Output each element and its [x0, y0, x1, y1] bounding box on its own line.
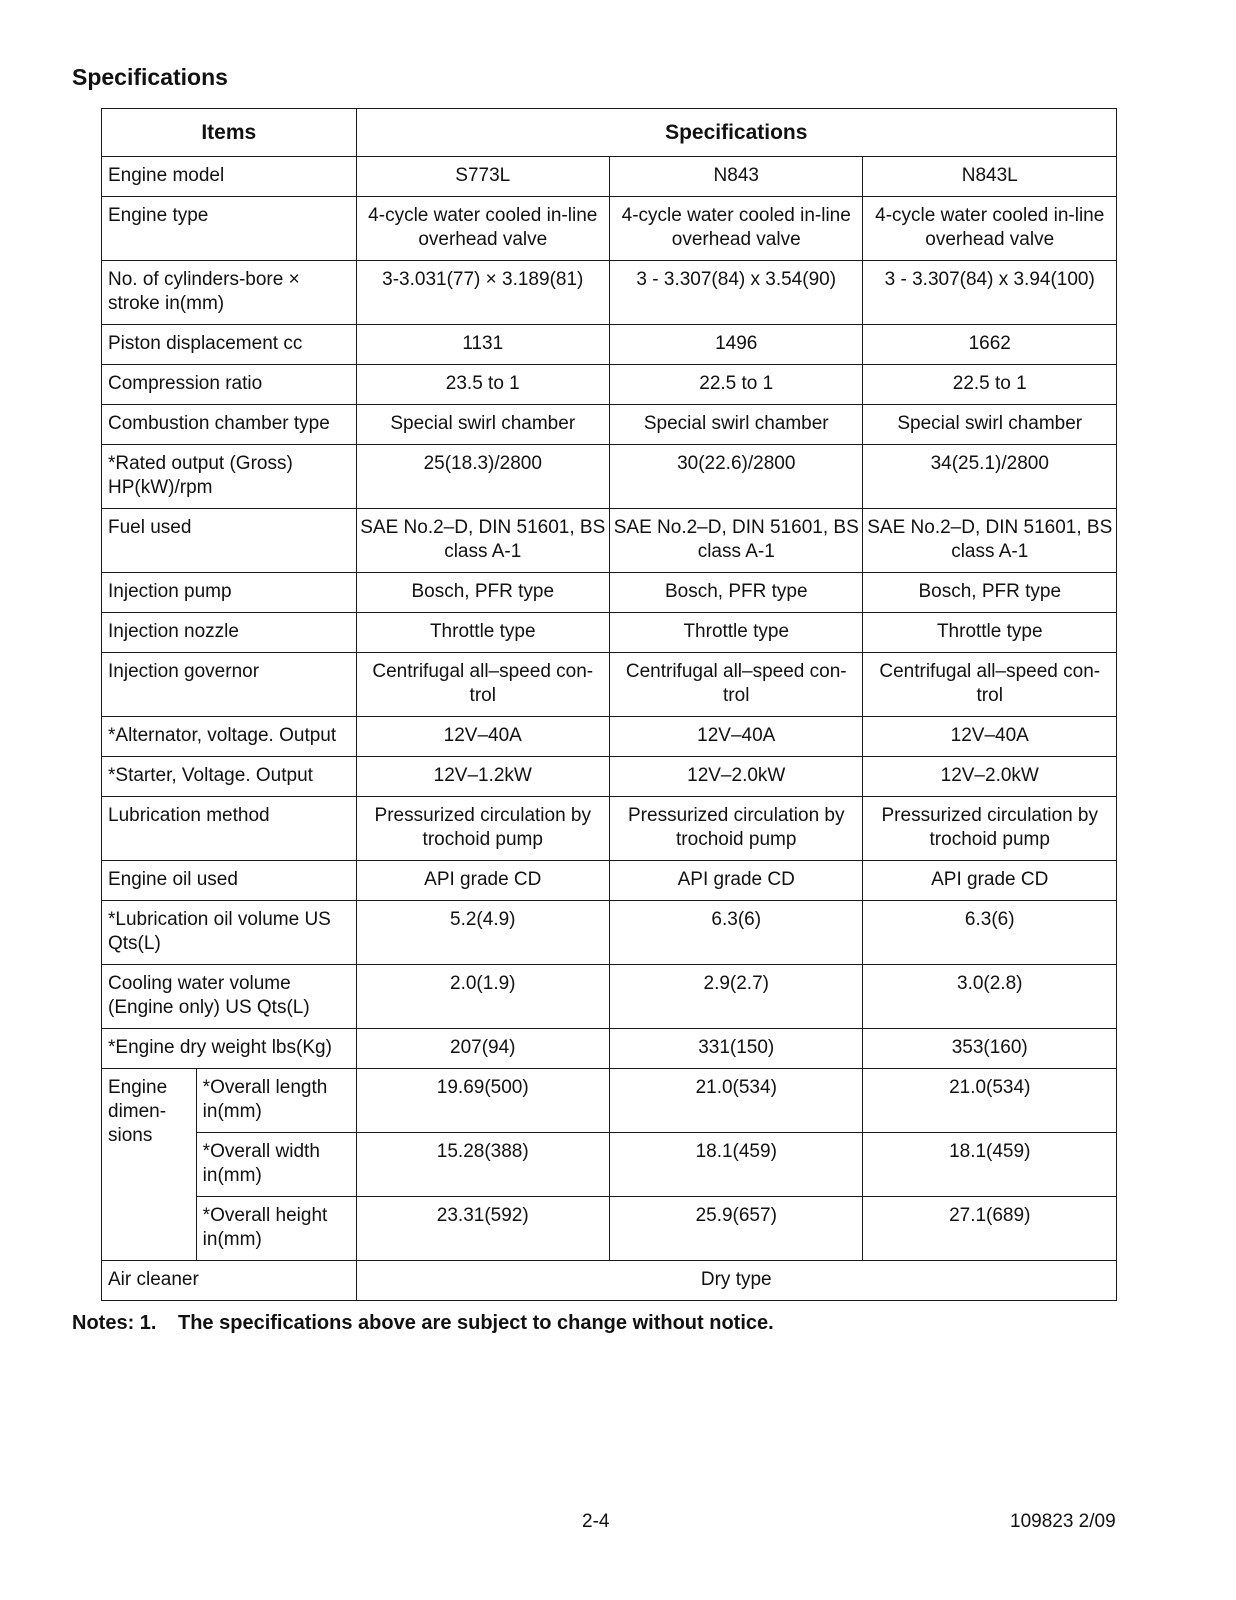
value-s773l: 5.2(4.9) [356, 901, 609, 965]
value-n843: 18.1(459) [610, 1133, 863, 1197]
value-s773l: Throttle type [356, 613, 609, 653]
row-label: *Overall width in(mm) [196, 1133, 356, 1197]
row-label: *Alternator, voltage. Output [102, 717, 357, 757]
value-s773l: Centrifugal all–speed con-trol [356, 653, 609, 717]
value-n843l: 21.0(534) [863, 1069, 1117, 1133]
value-n843l: 12V–40A [863, 717, 1117, 757]
value-n843l: N843L [863, 157, 1117, 197]
row-label: *Starter, Voltage. Output [102, 757, 357, 797]
value-s773l: 23.5 to 1 [356, 365, 609, 405]
table-row [102, 197, 1117, 261]
value-s773l: 25(18.3)/2800 [356, 445, 609, 509]
table-row [102, 613, 1117, 653]
value-n843: 3 - 3.307(84) x 3.54(90) [610, 261, 863, 325]
table-body [102, 157, 1117, 1301]
value-n843: Pressurized circulation by trochoid pump [610, 797, 863, 861]
value-n843l: 12V–2.0kW [863, 757, 1117, 797]
value-n843: 22.5 to 1 [610, 365, 863, 405]
table-row [102, 797, 1117, 861]
value-s773l: API grade CD [356, 861, 609, 901]
table-row [102, 157, 1117, 197]
value-n843: 2.9(2.7) [610, 965, 863, 1029]
notes [72, 1312, 774, 1335]
table-row [102, 261, 1117, 325]
value-s773l: Bosch, PFR type [356, 573, 609, 613]
value-n843: 30(22.6)/2800 [610, 445, 863, 509]
value-n843: Bosch, PFR type [610, 573, 863, 613]
value-n843: 331(150) [610, 1029, 863, 1069]
value-n843l: Special swirl chamber [863, 405, 1117, 445]
table-row [102, 1197, 1117, 1261]
value-n843: Special swirl chamber [610, 405, 863, 445]
table-row [102, 717, 1117, 757]
value-n843: 6.3(6) [610, 901, 863, 965]
table-row [102, 757, 1117, 797]
value-n843l: 1662 [863, 325, 1117, 365]
value-n843: Throttle type [610, 613, 863, 653]
value-n843l: 27.1(689) [863, 1197, 1117, 1261]
row-label: Engine model [102, 157, 357, 197]
value-s773l: 12V–40A [356, 717, 609, 757]
row-label: Engine oil used [102, 861, 357, 901]
notes-text: The specifications above are subject to change without notice. [178, 1312, 774, 1334]
value-s773l: 207(94) [356, 1029, 609, 1069]
value-n843l: 3.0(2.8) [863, 965, 1117, 1029]
row-label: *Overall length in(mm) [196, 1069, 356, 1133]
row-label: Lubrication method [102, 797, 357, 861]
table-row [102, 573, 1117, 613]
value-n843l: API grade CD [863, 861, 1117, 901]
row-label: No. of cylinders-bore × stroke in(mm) [102, 261, 357, 325]
specifications-table [101, 108, 1117, 1301]
value-s773l: 15.28(388) [356, 1133, 609, 1197]
value-n843: 25.9(657) [610, 1197, 863, 1261]
value-s773l: Special swirl chamber [356, 405, 609, 445]
value-n843: API grade CD [610, 861, 863, 901]
table-row [102, 365, 1117, 405]
value-n843l: Bosch, PFR type [863, 573, 1117, 613]
table-row [102, 325, 1117, 365]
value-n843: 4-cycle water cooled in-line overhead valve [610, 197, 863, 261]
row-label: Piston displacement cc [102, 325, 357, 365]
value-n843: SAE No.2–D, DIN 51601, BS class A-1 [610, 509, 863, 573]
value-n843l: 3 - 3.307(84) x 3.94(100) [863, 261, 1117, 325]
table-row [102, 1029, 1117, 1069]
value-n843l: 6.3(6) [863, 901, 1117, 965]
table-row [102, 1133, 1117, 1197]
value-s773l: 12V–1.2kW [356, 757, 609, 797]
notes-prefix: Notes: 1. [72, 1312, 157, 1334]
row-label: Combustion chamber type [102, 405, 357, 445]
row-label: Fuel used [102, 509, 357, 573]
table-row [102, 445, 1117, 509]
value-s773l: Pressurized circulation by trochoid pump [356, 797, 609, 861]
value-s773l: 23.31(592) [356, 1197, 609, 1261]
table-header-row [102, 109, 1117, 157]
page-number: 2-4 [582, 1511, 610, 1532]
value-n843l: 353(160) [863, 1029, 1117, 1069]
value-s773l: 19.69(500) [356, 1069, 609, 1133]
row-label: Cooling water volume (Engine only) US Qts(L) [102, 965, 357, 1029]
value-n843l: Centrifugal all–speed con-trol [863, 653, 1117, 717]
value-n843l: SAE No.2–D, DIN 51601, BS class A-1 [863, 509, 1117, 573]
specifications-header: Specifications [356, 109, 1116, 157]
row-label: Engine type [102, 197, 357, 261]
value-n843l: 34(25.1)/2800 [863, 445, 1117, 509]
table-row [102, 653, 1117, 717]
row-label: Injection nozzle [102, 613, 357, 653]
table-row [102, 965, 1117, 1029]
row-label: *Engine dry weight lbs(Kg) [102, 1029, 357, 1069]
value-n843: 12V–40A [610, 717, 863, 757]
air-cleaner-value: Dry type [356, 1261, 1116, 1301]
value-s773l: 1131 [356, 325, 609, 365]
table-row [102, 509, 1117, 573]
value-n843: 12V–2.0kW [610, 757, 863, 797]
document-code: 109823 2/09 [1010, 1511, 1116, 1532]
value-n843: 1496 [610, 325, 863, 365]
value-s773l: SAE No.2–D, DIN 51601, BS class A-1 [356, 509, 609, 573]
row-label: *Overall height in(mm) [196, 1197, 356, 1261]
value-n843: Centrifugal all–speed con-trol [610, 653, 863, 717]
table-row [102, 1069, 1117, 1133]
value-n843l: 22.5 to 1 [863, 365, 1117, 405]
value-s773l: 3-3.031(77) × 3.189(81) [356, 261, 609, 325]
value-n843: N843 [610, 157, 863, 197]
table-row [102, 1261, 1117, 1301]
value-n843l: Throttle type [863, 613, 1117, 653]
engine-dimensions-group-label: Engine dimen-sions [102, 1069, 197, 1261]
value-n843l: 4-cycle water cooled in-line overhead valve [863, 197, 1117, 261]
value-s773l: S773L [356, 157, 609, 197]
value-s773l: 4-cycle water cooled in-line overhead valve [356, 197, 609, 261]
row-label: Injection pump [102, 573, 357, 613]
page-title: Specifications [72, 64, 228, 90]
value-s773l: 2.0(1.9) [356, 965, 609, 1029]
row-label: Injection governor [102, 653, 357, 717]
row-label: Air cleaner [102, 1261, 357, 1301]
value-n843l: Pressurized circulation by trochoid pump [863, 797, 1117, 861]
row-label: *Lubrication oil volume US Qts(L) [102, 901, 357, 965]
row-label: *Rated output (Gross) HP(kW)/rpm [102, 445, 357, 509]
table-row [102, 861, 1117, 901]
table-row [102, 901, 1117, 965]
value-n843: 21.0(534) [610, 1069, 863, 1133]
row-label: Compression ratio [102, 365, 357, 405]
table-row [102, 405, 1117, 445]
value-n843l: 18.1(459) [863, 1133, 1117, 1197]
items-header: Items [102, 109, 357, 157]
